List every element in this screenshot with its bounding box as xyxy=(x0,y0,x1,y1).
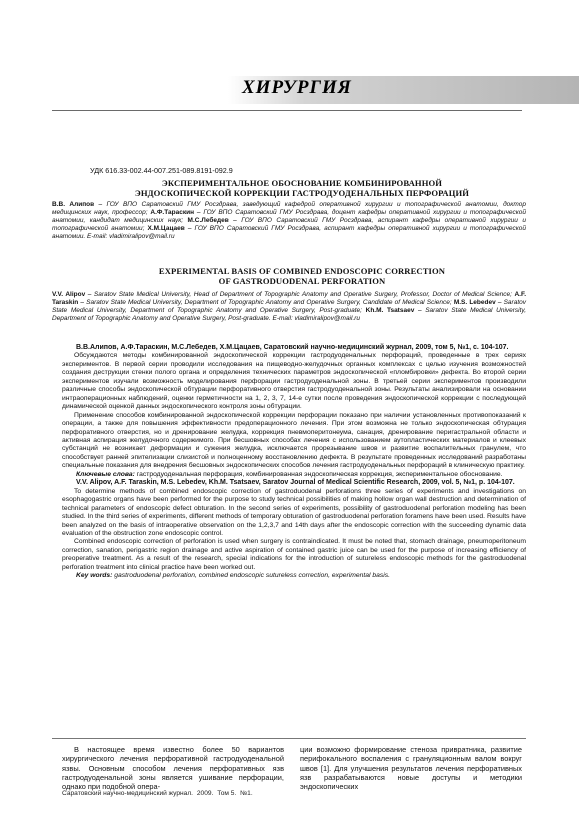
title-en-line-1: EXPERIMENTAL BASIS OF COMBINED ENDOSCOPIC CORRECTION xyxy=(158,266,446,276)
body-text: В настоящее время известно более 50 вариантов хирургического лечения перфоративной гастродуоденальной язвы. Основным способом лечения перфоративных язв гастродуоденальной зоны является ушивание перфорации, однако при подобной опера- xyxy=(62,745,284,792)
page-footer xyxy=(62,790,255,797)
abstract-ru-paragraph: Применение способов комбинированной эндоскопической коррекции перфорации показано при наличии установленных противопоказаний к операции, а также для повышения эффективности предоперационного лечения. При этом возможна не только эндоскопическая обтурация перфоративного отверстия, но и дренирование желудка, коррекция пневмоперитонеума, санация, дренирование перигастральной области и активная аспирация желудочного содержимого. При бесшовных способах лечения с использованием аутопластических материалов и клеевых субстанций не возникает деформации и сужения желудка, исключается прорезывание швов и развитие воспалительных гранулем, что способствует ранней эпителизации слизистой и полноценному восстановлению дефекта. В результате проведенных исследований разработаны специальные показания для внедрения бесшовных эндоскопических способов лечения гастродуоденальных перфораций в клиническую практику. xyxy=(62,411,526,470)
keywords-label: Key words: xyxy=(76,572,113,580)
author-name: М.С.Лебедев xyxy=(187,217,229,225)
footer-volume: Том 5. xyxy=(217,790,237,797)
author-name: A.F. Taraskin xyxy=(52,291,526,307)
title-en-line-2: OF GASTRODUODENAL PERFORATION xyxy=(218,276,386,286)
author-name: В.В. Алипов xyxy=(52,201,95,208)
title-en xyxy=(72,266,532,286)
author-name: V.V. Alipov xyxy=(52,291,86,298)
author-name: Х.М.Цацаев xyxy=(147,225,185,233)
author-name: Kh.M. Tsatsaev xyxy=(365,307,415,315)
citation-en: V.V. Alipov, A.F. Taraskin, M.S. Lebedev, Kh.M. Tsatsaev, Saratov Journal of Medical Scientific Research, 2009, vol. 5, №1, p. 104-107. xyxy=(76,479,515,487)
body-text: ции возможно формирование стеноза привратника, развитие перифокального воспаления с грануляционным валом вокруг швов [1]. Для улучшения результатов лечения перфоративных язв разрабатываются новые доступы и методики эндоскопических xyxy=(300,745,522,792)
keywords-text: гастродуоденальная перфорация, комбинированная эндоскопическая коррекция, экспериментальное обоснование. xyxy=(134,470,503,478)
author-affiliation: – Saratov State Medical University, Head of Department of Topographic Anatomy and Operative Surgery, Professor, Doctor of Medical Science; xyxy=(85,291,515,298)
keywords-en xyxy=(62,572,526,580)
authors-en xyxy=(52,291,526,323)
abstract-en-paragraph: Combined endoscopic correction of perforation is used when surgery is contraindicated. It must be noted that, stomach drainage, pneumoperitoneum correction, sanation, perigastric region drainage and active aspiration of contained gastric juice can be used for the purpose of increasing efficiency of preoperative treatment. As a result of the research, special indications for the introduction of sutureless endoscopic methods for the gastroduodenal perforation treatment into clinical practice have been worked out. xyxy=(62,538,526,571)
footer-journal: Саратовский научно-медицинский журнал. xyxy=(62,790,194,797)
author-affiliation: – Saratov State Medical University, Department of Topographic Anatomy and Operative Surgery, Post-graduate; xyxy=(52,299,526,315)
abstract-ru-paragraph: Обсуждаются методы комбинированной эндоскопической коррекции гастродуоденальных перфораций, проведенные в трех сериях экспериментов. В первой серии проводили исследования на пищеводно-желудочных органных комплексах с целью изучения возможностей создания деструкции стенки полого органа и определения технических параметров эндоскопической «пломбировки» дефекта. Во второй серии экспериментов изучали возможность моделирования перфорации гастродуоденальной зоны. В третьей серии экспериментов производили различные способы эндоскопической обтурации перфоративного отверстия гастродуоденальной зоны. Результаты анализировали на основании интраоперационных наблюдений, оценки герметичности на 1, 2, 3, 7, 14-е сутки после проведения эндоскопической коррекции с последующей динамической оценкой данных эндоскопического контроля зоны обтурации. xyxy=(62,352,526,411)
abstract-en-paragraph: To determine methods of combined endoscopic correction of gastroduodenal perforations three series of experiments and investigations on esophagogastric organs have been performed for the purpose to study technical possibilities of making hollow organ wall destruction and determination of technical parameters of endoscopic defect obturation. In the second series of experiments, possibility of gastroduodenal perforation modeling has been studied. In the third series of experiments, different methods of temporary obturation of gastroduodenal perforation foramens have been used. Results have been analyzed on the basis of intraoperative observation on the 1,2,3,7 and 14th days after the endoscopic correction with the succeeding dynamic data evaluation of the obstruction zone endoscopic control. xyxy=(62,487,526,537)
udc-code: УДК 616.33-002.44-007.251-089.8191-092.9 xyxy=(90,166,233,175)
authors-ru xyxy=(52,201,526,241)
author-affiliation: – ГОУ ВПО Саратовский ГМУ Росздрава, доцент кафедры оперативной хирургии и топографической анатомии, кандидат медицинских наук; xyxy=(52,209,526,225)
author-name: M.S. Lebedev xyxy=(453,299,496,307)
author-affiliation: – Saratov State Medical University, Department of Topographic Anatomy and Operative Surgery, Post-graduate. E-mail: vladimiralipov@mail.ru xyxy=(52,307,526,323)
author-affiliation: – ГОУ ВПО Саратовский ГМУ Росздрава, аспирант кафедры оперативной хирургии и топографической анатомии; xyxy=(52,217,526,233)
footer-year: 2009. xyxy=(196,790,214,797)
keywords-ru xyxy=(62,471,526,479)
author-affiliation: – ГОУ ВПО Саратовский ГМУ Росздрава, заведующий кафедрой оперативной хирургии и топографической анатомии, доктор медицинских наук, профессор; xyxy=(52,201,526,217)
abstract-divider xyxy=(52,738,526,739)
keywords-label: Ключевые слова: xyxy=(76,470,135,478)
abstract-block xyxy=(62,344,526,581)
title-ru xyxy=(72,178,532,198)
section-rubric: ХИРУРГИЯ xyxy=(242,77,352,98)
author-name: А.Ф.Тараскин xyxy=(150,209,195,217)
header-divider xyxy=(52,110,522,111)
body-column-right xyxy=(300,745,522,791)
footer-issue: №1. xyxy=(240,790,253,797)
keywords-text: gastroduodenal perforation, combined endoscopic sutureless correction, experimental basis. xyxy=(112,572,391,580)
title-ru-line-2: ЭНДОСКОПИЧЕСКОЙ КОРРЕКЦИИ ГАСТРОДУОДЕНАЛЬНЫХ ПЕРФОРАЦИЙ xyxy=(134,188,470,198)
citation-ru: В.В.Алипов, А.Ф.Тараскин, М.С.Лебедев, Х.М.Цацаев, Саратовский научно-медицинский журнал, 2009, том 5, №1, с. 104-107. xyxy=(76,344,509,351)
title-ru-line-1: ЭКСПЕРИМЕНТАЛЬНОЕ ОБОСНОВАНИЕ КОМБИНИРОВАННОЙ xyxy=(161,178,443,188)
author-affiliation: – Saratov State Medical University, Department of Topographic Anatomy and Operative Surgery, Candidate of Medical Science; xyxy=(78,299,454,307)
author-affiliation: – ГОУ ВПО Саратовский ГМУ Росздрава, аспирант кафедры оперативной хирургии и топографической анатомии. E-mail: vladimiralipov@mail.ru xyxy=(52,225,526,241)
body-column-left xyxy=(62,745,284,791)
